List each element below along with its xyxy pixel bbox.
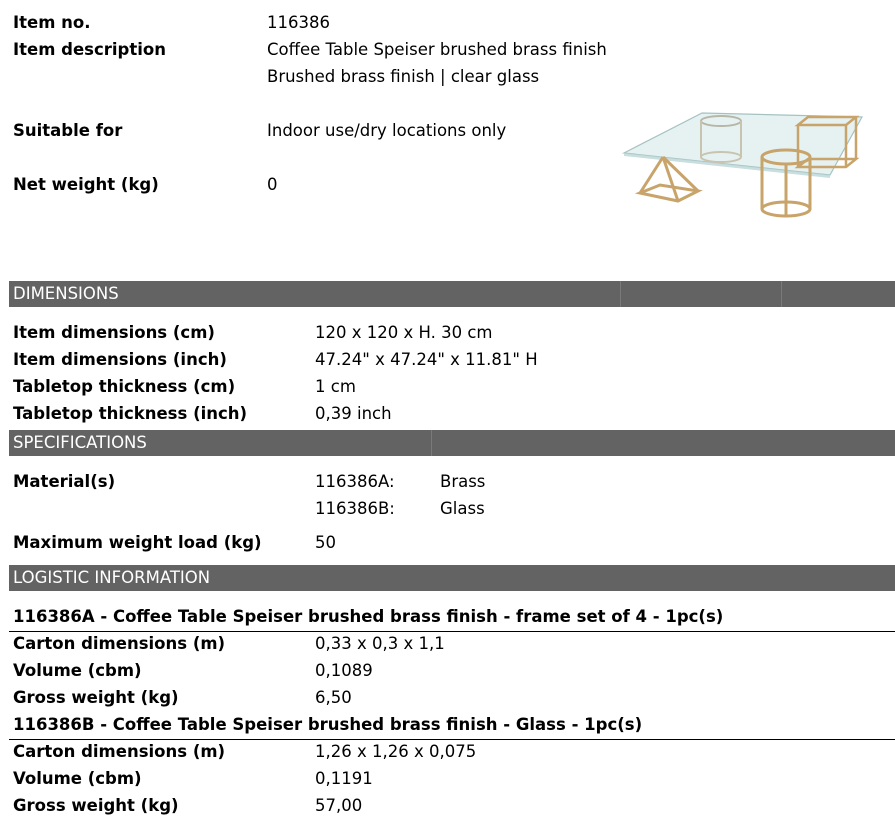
- specifications-section-header: [9, 430, 895, 456]
- carton-dimensions-value: 1,26 x 1,26 x 0,075: [315, 742, 477, 761]
- tabletop-thickness-inch-value: 0,39 inch: [315, 404, 392, 423]
- package-divider: [9, 631, 895, 632]
- volume-value: 0,1089: [315, 661, 373, 680]
- max-weight-load-label: Maximum weight load (kg): [13, 533, 262, 552]
- package-a-title: 116386A - Coffee Table Speiser brushed brass finish - frame set of 4 - 1pc(s): [13, 607, 724, 626]
- package-divider: [9, 739, 895, 740]
- carton-dimensions-label: Carton dimensions (m): [13, 742, 226, 761]
- material-code: 116386A:: [315, 472, 395, 491]
- item-description-line1: Coffee Table Speiser brushed brass finish: [267, 40, 607, 59]
- gross-weight-label: Gross weight (kg): [13, 688, 179, 707]
- item-dimensions-inch-label: Item dimensions (inch): [13, 350, 227, 369]
- gross-weight-value: 6,50: [315, 688, 352, 707]
- carton-dimensions-value: 0,33 x 0,3 x 1,1: [315, 634, 445, 653]
- material-name: Brass: [440, 472, 486, 491]
- item-dimensions-cm-value: 120 x 120 x H. 30 cm: [315, 323, 493, 342]
- suitable-for-label: Suitable for: [13, 121, 123, 140]
- item-no-value: 116386: [267, 13, 330, 32]
- material-code: 116386B:: [315, 499, 395, 518]
- max-weight-load-value: 50: [315, 533, 336, 552]
- item-no-label: Item no.: [13, 13, 91, 32]
- carton-dimensions-label: Carton dimensions (m): [13, 634, 226, 653]
- specifications-title: SPECIFICATIONS: [13, 433, 147, 452]
- net-weight-label: Net weight (kg): [13, 175, 159, 194]
- suitable-for-value: Indoor use/dry locations only: [267, 121, 507, 140]
- item-dimensions-cm-label: Item dimensions (cm): [13, 323, 215, 342]
- header-separator: [620, 281, 621, 307]
- volume-value: 0,1191: [315, 769, 373, 788]
- item-dimensions-inch-value: 47.24" x 47.24" x 11.81" H: [315, 350, 538, 369]
- dimensions-title: DIMENSIONS: [13, 284, 119, 303]
- volume-label: Volume (cbm): [13, 769, 142, 788]
- tabletop-thickness-inch-label: Tabletop thickness (inch): [13, 404, 248, 423]
- gross-weight-value: 57,00: [315, 796, 363, 815]
- logistic-title: LOGISTIC INFORMATION: [13, 568, 211, 587]
- volume-label: Volume (cbm): [13, 661, 142, 680]
- dimensions-section-header: [9, 281, 895, 307]
- coffee-table-product-photo: [618, 105, 868, 225]
- item-description-line2: Brushed brass finish | clear glass: [267, 67, 540, 86]
- gross-weight-label: Gross weight (kg): [13, 796, 179, 815]
- tabletop-thickness-cm-label: Tabletop thickness (cm): [13, 377, 236, 396]
- net-weight-value: 0: [267, 175, 278, 194]
- item-description-label: Item description: [13, 40, 166, 59]
- logistic-section-header: [9, 565, 895, 591]
- materials-label: Material(s): [13, 472, 116, 491]
- material-name: Glass: [440, 499, 485, 518]
- header-separator: [781, 281, 782, 307]
- package-b-title: 116386B - Coffee Table Speiser brushed brass finish - Glass - 1pc(s): [13, 715, 643, 734]
- tabletop-thickness-cm-value: 1 cm: [315, 377, 356, 396]
- header-separator: [431, 430, 432, 456]
